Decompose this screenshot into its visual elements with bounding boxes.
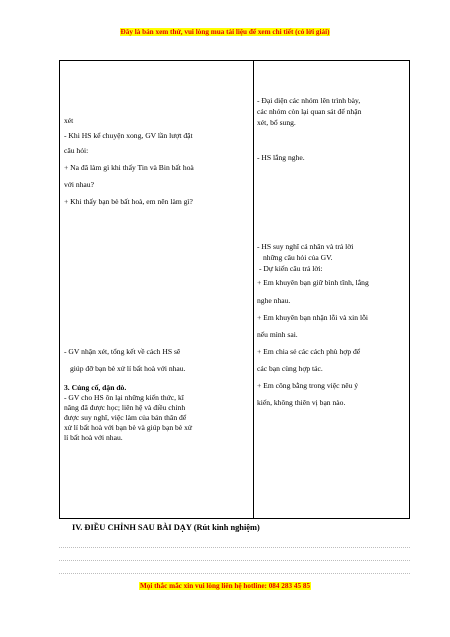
left-line: giúp đỡ bạn bè xử lí bất hoà với nhau. <box>70 364 186 373</box>
writing-line <box>59 560 410 561</box>
hotline-banner-text: Mọi thắc mắc xin vui lòng liên hệ hotline: 084 283 45 85 <box>139 582 311 590</box>
right-line: + Em khuyên bạn nhận lỗi và xin lỗi <box>257 313 368 322</box>
right-line: xét, bổ sung. <box>257 118 296 127</box>
lesson-table <box>59 60 410 519</box>
writing-line <box>59 573 410 574</box>
writing-line <box>59 547 410 548</box>
left-line: - Khi HS kể chuyện xong, GV lần lượt đặt <box>64 131 193 140</box>
right-line: - HS lắng nghe. <box>257 153 305 162</box>
left-line: - GV nhận xét, tổng kết về cách HS sẽ <box>64 347 181 356</box>
column-divider <box>253 61 254 518</box>
preview-banner <box>0 28 450 36</box>
left-line: năng đã được học; liên hệ và điều chỉnh <box>64 403 186 412</box>
left-line: câu hỏi: <box>64 146 89 155</box>
right-line: kiến, không thiên vị bạn nào. <box>257 398 346 407</box>
right-line: những câu hỏi của GV. <box>263 253 333 262</box>
right-line: - HS suy nghĩ cá nhân và trả lời <box>257 242 354 251</box>
section-heading: IV. ĐIỀU CHỈNH SAU BÀI DẠY (Rút kinh nghiệm) <box>72 523 260 532</box>
right-line: + Em chia sẻ các cách phù hợp để <box>257 347 361 356</box>
left-line: + Na đã làm gì khi thấy Tin và Bin bất hoà <box>64 163 194 172</box>
left-line: - GV cho HS ôn lại những kiến thức, kĩ <box>64 393 184 402</box>
right-line: các nhóm còn lại quan sát để nhận <box>257 107 362 116</box>
left-line: + Khi thấy bạn bè bất hoà, em nên làm gì? <box>64 197 193 206</box>
right-line: - Đại diện các nhóm lên trình bày, <box>257 96 361 105</box>
right-line: - Dự kiến câu trả lời: <box>259 264 323 273</box>
right-line: + Em khuyên bạn giữ bình tĩnh, lắng <box>257 278 369 287</box>
preview-banner-text: Đây là bản xem thử, vui lòng mua tài liệu để xem chi tiết (có lời giải) <box>120 28 330 36</box>
left-line: xử lí bất hoà với bạn bè và giúp bạn bè xử <box>64 423 193 432</box>
section-3-heading: 3. Củng cố, dặn dò. <box>64 383 127 392</box>
right-line: nghe nhau. <box>257 296 291 305</box>
left-line: với nhau? <box>64 180 94 189</box>
right-line: nếu mình sai. <box>257 330 298 339</box>
right-line: các bạn cùng hợp tác. <box>257 364 323 373</box>
left-line: lí bất hoà với nhau. <box>64 433 123 442</box>
left-line: được suy nghĩ, việc làm của bản thân để <box>64 413 187 422</box>
right-line: + Em công bằng trong việc nêu ý <box>257 381 359 390</box>
hotline-banner <box>0 582 450 590</box>
left-line: xét <box>64 116 74 125</box>
